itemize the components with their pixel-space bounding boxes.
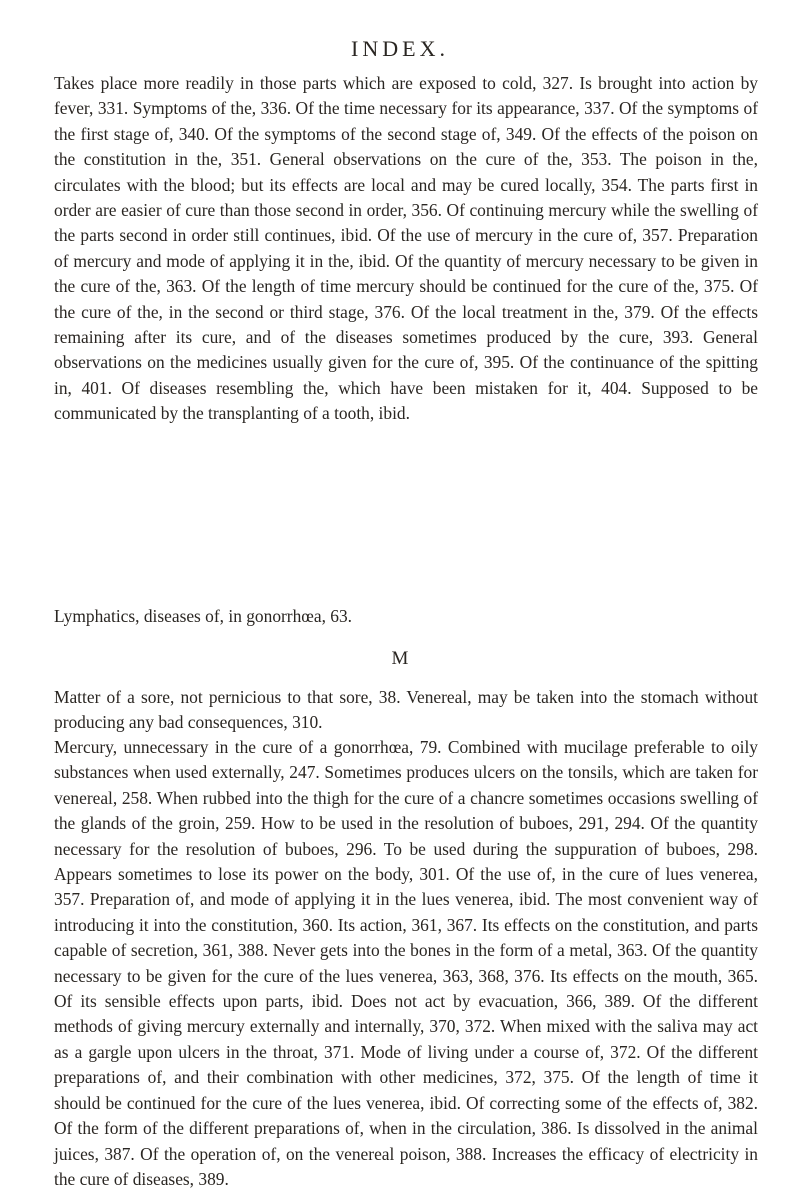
page-title: INDEX. — [351, 36, 449, 61]
entry-text: Lymphatics, diseases of, in gonorrhœa, 63. — [54, 606, 353, 626]
entry-text: Mercury, unnecessary in the cure of a gonorrhœa, 79. Combined with mucilage preferable to oily substances when used externally, 247. Sometimes produces ulcers on the tonsils, which are taken for venereal, 258. When rubbed into the thigh for the cure of a chancre sometimes occasions swelling of the glands of the groin, 259. How to be used in the resolution of buboes, 291, 294. Of the quantity necessary for the resolution of buboes, 296. To be used during the suppuration of buboes, 298. Appears sometimes to lose its power on the body, 301. Of the use of, in the cure of lues venerea, 357. Preparation of, and mode of applying it in the lues venerea, ibid. The most convenient way of introducing it into the constitution, 360. Its action, 361, 367. Its effects on the constitution, and parts capable of secretion, 361, 388. Never gets into the bones in the form of a metal, 363. Of the quantity necessary to be given for the cure of the lues venerea, 363, 368, 376. Its effects on the mouth, 365. Of its sensible effects upon parts, ibid. Does not act by evacuation, 366, 389. Of the different methods of giving mercury externally and internally, 370, 372. When mixed with the saliva may act as a gargle upon ulcers in the throat, 371. Mode of living under a course of, 372. Of the different preparations of, and their combination with other medicines, 372, 375. Of the length of time it should be continued for the cure of the lues venerea, ibid. Of correcting some of the effects of, 382. Of the form of the different preparations of, when in the circulation, 386. Is dissolved in the animal juices, 387. Of the operation of, on the venereal poison, 388. Increases the efficacy of electricity in the cure of diseases, 389. — [54, 737, 758, 1189]
index-entry-mercury — [54, 735, 758, 1192]
index-entry-matter — [54, 685, 758, 736]
section-letter-heading: M — [391, 648, 409, 669]
entry-text: Matter of a sore, not pernicious to that sore, 38. Venereal, may be taken into the stomach without producing any bad consequences, 310. — [54, 687, 758, 733]
index-entry-lymphatics — [54, 604, 758, 629]
index-entry-continued — [54, 71, 758, 427]
entry-text: Takes place more readily in those parts which are exposed to cold, 327. Is brought into action by fever, 331. Symptoms of the, 336. Of the time necessary for its appearance, 337. Of the symptoms of the first stage of, 340. Of the symptoms of the second stage of, 349. Of the effects of the poison on the constitution in the, 351. General observations on the cure of the, 353. The poison in the, circulates with the blood; but its effects are local and may be cured locally, 354. The parts first in order are easier of cure than those second in order, 356. Of continuing mercury while the swelling of the parts second in order still continues, ibid. Of the use of mercury in the cure of, 357. Preparation of mercury and mode of applying it in the, ibid. Of the quantity of mercury necessary to be given in the cure of the, 363. Of the length of time mercury should be continued for the cure of the, 375. Of the cure of the, in the second or third stage, 376. Of the local treatment in the, 379. Of the effects remaining after its cure, and of the diseases sometimes produced by the cure, 393. General observations on the medicines usually given for the cure of, 395. Of the continuance of the spitting in, 401. Of diseases resembling the, which have been mistaken for it, 404. Supposed to be communicated by the transplanting of a tooth, ibid. — [54, 73, 758, 424]
